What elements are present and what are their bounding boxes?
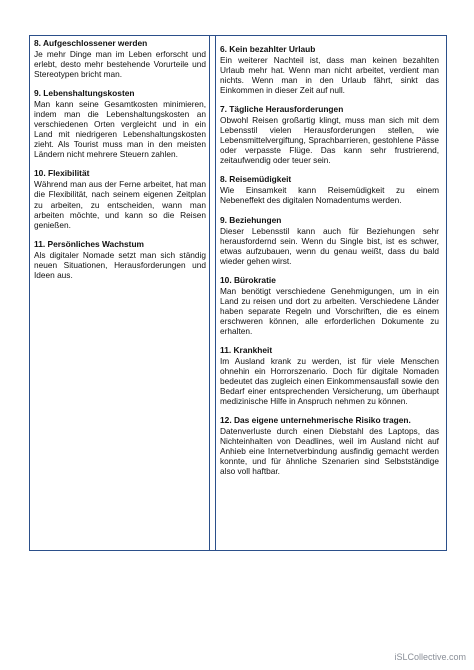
section-title: 9. Lebenshaltungskosten [34,88,135,99]
section-title: 8. Reisemüdigkeit [220,174,292,185]
section-text: Man kann seine Gesamtkosten minimieren, indem man die Lebenshaltungskosten an verschiedenen Orten vergleicht und in ein Land mit niedrigeren Lebenshaltungskosten zieht. Als Tourist muss man in den meisten Ländern nicht mehrere Steuern zahlen. [34,99,206,160]
watermark-footer: iSLCollective.com [394,652,466,662]
section-text: Obwohl Reisen großartig klingt, muss man sich mit dem Lebensstil vielen Herausforderungen stellen, wie Lebensmittelvergiftung, Sprachbarrieren, gestohlene Pässe oder verpasste Flüge. Das kann sehr frustrierend, zeitaufwendig oder teuer sein. [220,115,439,166]
section-relationships [220,215,439,266]
section-text: Datenverluste durch einen Diebstahl des Laptops, das Nichteinhalten von Deadlines, weil im Ausland nicht auf Anhieb eine Internetverbindung ausfindig gemacht werden konnte, und für ähnliche Szenarien sind Selbstständige also voll haftbar. [220,426,439,477]
section-text: Dieser Lebensstil kann auch für Beziehungen sehr herausfordernd sein. Wenn du Single bist, ist es schwer, etwas aufzubauen, wenn du genau weißt, dass du bald wieder gehen wirst. [220,225,439,266]
section-title: 11. Persönliches Wachstum [34,238,145,249]
section-text: Während man aus der Ferne arbeitet, hat man die Flexibilität, nach seinem eigenen Zeitplan zu arbeiten, zu entscheiden, wann man arbeiten möchte, und kann so die Reisen genießen. [34,179,206,230]
section-flexibility [34,168,206,229]
section-text: Man benötigt verschiedene Genehmigungen, um in ein Land zu reisen und dort zu arbeiten. Verschiedene Länder haben separate Regeln und Vorschriften, die es einem erschweren können, alle erforderlichen Dokumente zu erhalten. [220,285,439,336]
section-title: 10. Flexibilität [34,168,90,179]
section-bureaucracy [220,275,439,336]
section-illness [220,345,439,406]
section-entrepreneurial-risk [220,415,439,476]
section-no-paid-vacation [220,44,439,95]
section-title: 6. Kein bezahlter Urlaub [220,44,316,54]
section-open-minded [34,38,206,79]
worksheet-table [29,35,447,551]
section-travel-fatigue [220,174,439,205]
section-title: 7. Tägliche Herausforderungen [220,104,344,115]
right-column [216,36,445,550]
section-daily-challenges [220,104,439,165]
section-title: 10. Bürokratie [220,274,276,285]
section-living-costs [34,88,206,159]
section-text: Im Ausland krank zu werden, ist für viele Menschen ohnehin ein Horrorszenario. Doch für digitale Nomaden bedeutet das zugleich einen Einkommensausfall sowie den Bedarf einer entsprechenden Versicherung, um überhaupt medizinische Hilfe in Anspruch nehmen zu können. [220,355,439,407]
section-text: Je mehr Dinge man im Leben erforscht und erlebt, desto mehr bestehende Vorurteile und Stereotypen bricht man. [34,49,206,80]
section-title: 8. Aufgeschlossener werden [34,38,148,48]
left-column [30,36,210,550]
section-title: 12. Das eigene unternehmerische Risiko tragen. [220,415,411,426]
section-personal-growth [34,239,206,280]
section-title: 9. Beziehungen [220,214,282,225]
section-text: Als digitaler Nomade setzt man sich ständig neuen Situationen, Herausforderungen und Ideen aus. [34,249,206,280]
section-text: Ein weiterer Nachteil ist, dass man keinen bezahlten Urlaub mehr hat. Wenn man nicht arbeitet, verdient man nichts. Wenn man in den Urlaub fährt, sinkt das Einkommen in dieser Zeit auf null. [220,55,439,96]
section-text: Wie Einsamkeit kann Reisemüdigkeit zu einem Nebeneffekt des digitalen Nomadentums werden. [220,185,439,206]
section-title: 11. Krankheit [220,344,273,355]
